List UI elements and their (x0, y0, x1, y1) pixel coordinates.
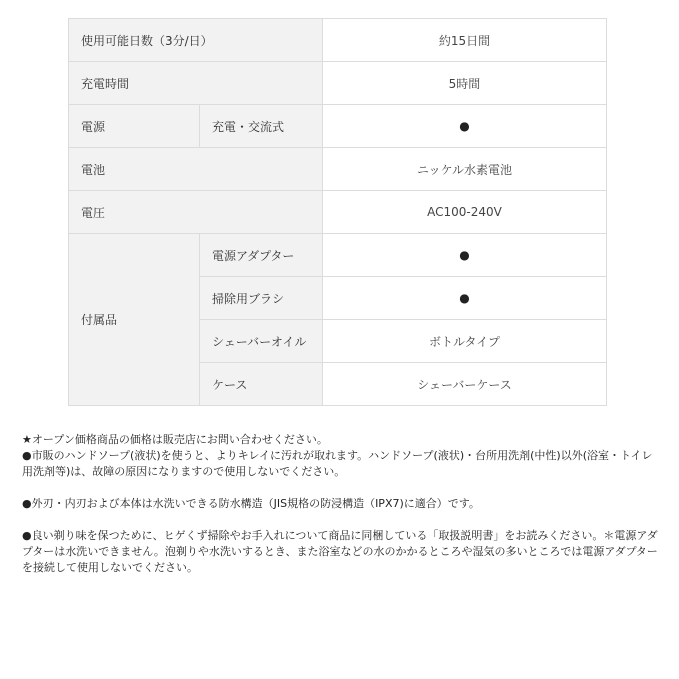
spec-value-dot: ● (323, 105, 607, 148)
note-waterproof: ●外刃・内刃および本体は水洗いできる防水構造（JIS規格の防浸構造（IPX7)に適合）です。 (22, 497, 480, 510)
spec-sublabel: 掃除用ブラシ (200, 277, 323, 320)
spec-label: 電池 (69, 148, 323, 191)
spec-value: ニッケル水素電池 (323, 148, 607, 191)
table-row (69, 148, 607, 191)
spec-sublabel: 充電・交流式 (200, 105, 323, 148)
accessories-label: 付属品 (69, 234, 200, 406)
spec-sublabel: 電源アダプター (200, 234, 323, 277)
table-row (69, 234, 607, 277)
spec-value: 約15日間 (323, 19, 607, 62)
table-row (69, 105, 607, 148)
spec-label: 使用可能日数（3分/日） (69, 19, 323, 62)
table-row (69, 62, 607, 105)
note-soap: ●市販のハンドソープ(液状)を使うと、よりキレイに汚れが取れます。ハンドソープ(液状)・台所用洗剤(中性)以外(浴室・トイレ用洗剤等)は、故障の原因になりますので使用しないでください。 (22, 449, 653, 478)
note-price: ★オープン価格商品の価格は販売店にお問い合わせください。 (22, 433, 328, 446)
spec-sublabel: シェーバーオイル (200, 320, 323, 363)
spec-sublabel: ケース (200, 363, 323, 406)
spec-table (68, 18, 607, 406)
spec-label: 充電時間 (69, 62, 323, 105)
note-care: ●良い剃り味を保つために、ヒゲくず掃除やお手入れについて商品に同梱している「取扱説明書」をお読みください。＊電源アダプターは水洗いできません。泡剃りや水洗いするとき、また浴室などの水のかかるところや湿気の多いところでは電源アダプターを接続して使用しないでください。 (22, 529, 658, 574)
spec-label: 電源 (69, 105, 200, 148)
spec-value: ボトルタイプ (323, 320, 607, 363)
spec-value: 5時間 (323, 62, 607, 105)
table-row (69, 19, 607, 62)
table-row (69, 191, 607, 234)
spec-value-dot: ● (323, 277, 607, 320)
spec-label: 電圧 (69, 191, 323, 234)
spec-value: AC100-240V (323, 191, 607, 234)
spec-value-dot: ● (323, 234, 607, 277)
spec-value: シェーバーケース (323, 363, 607, 406)
notes-section (22, 432, 662, 576)
